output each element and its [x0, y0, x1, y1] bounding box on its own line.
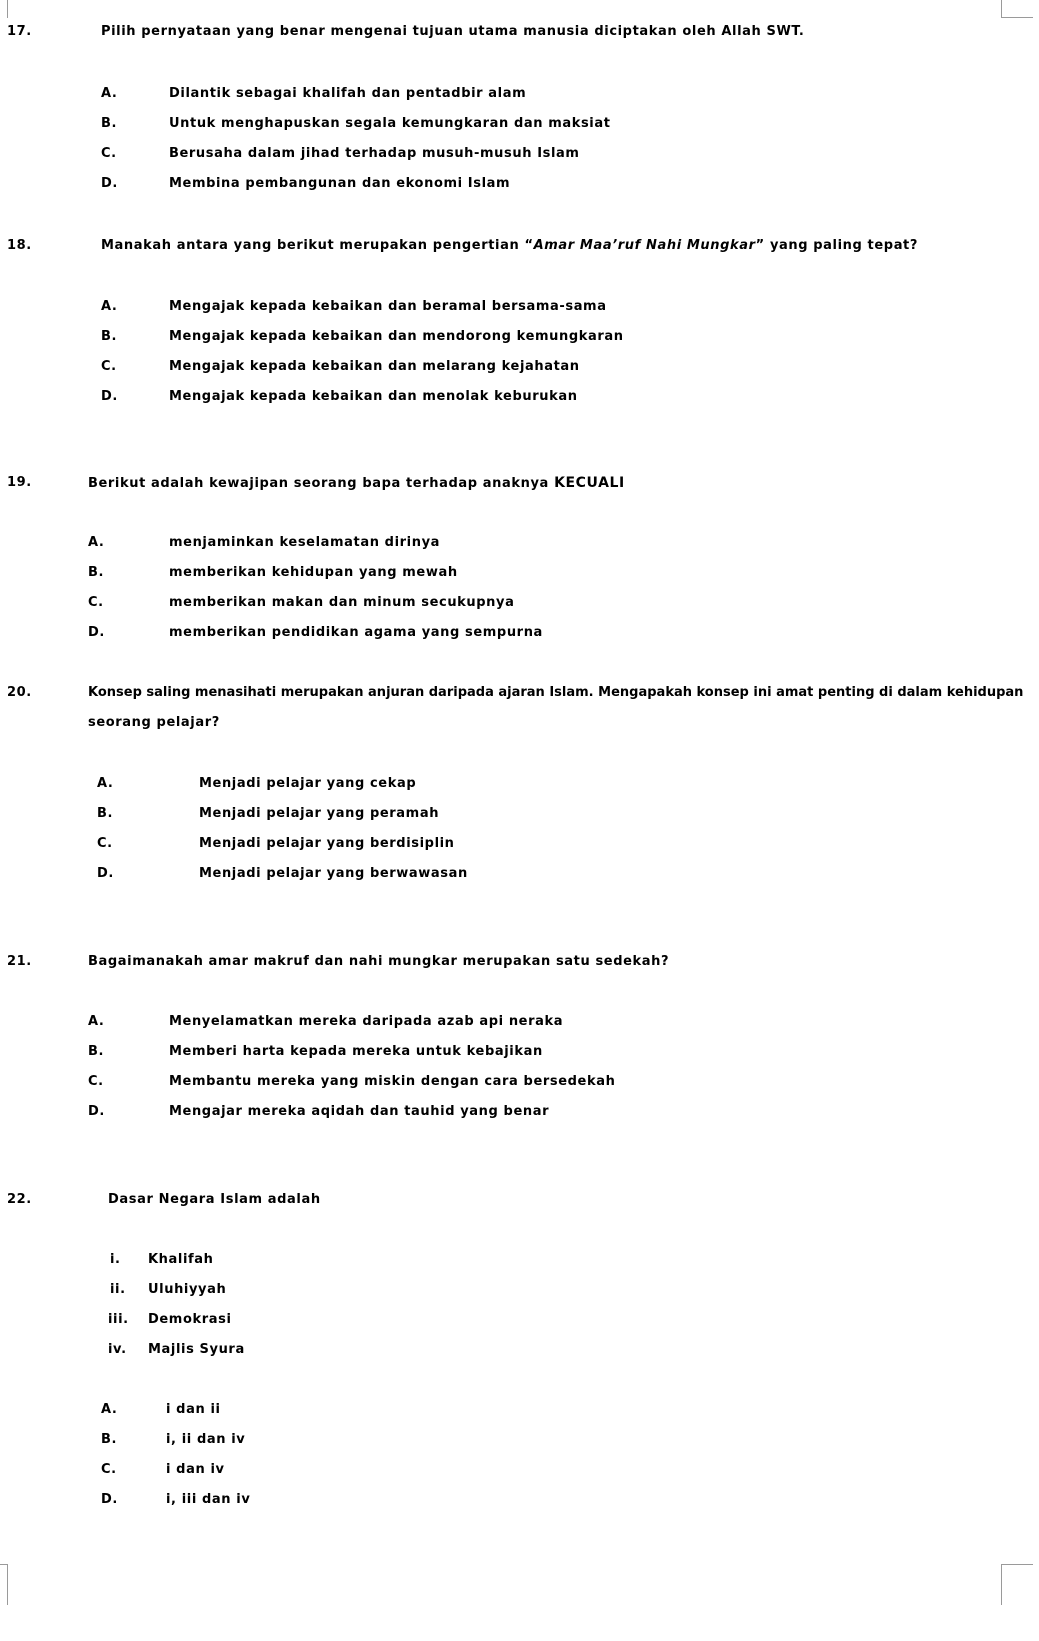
option-letter: C.: [101, 359, 117, 374]
option-text: Mengajak kepada kebaikan dan beramal bersama-sama: [169, 299, 607, 314]
option-letter: D.: [101, 176, 118, 191]
option-letter: D.: [97, 866, 114, 881]
question-text-line-1: Konsep saling menasihati merupakan anjuran daripada ajaran Islam. Mengapakah konsep ini amat penting di dalam kehidupan: [88, 685, 1024, 700]
option-letter: A.: [88, 535, 105, 550]
question-text: Pilih pernyataan yang benar mengenai tujuan utama manusia diciptakan oleh Allah SWT.: [101, 24, 805, 39]
question-number: 18.: [7, 238, 32, 253]
option-text: i dan iv: [166, 1462, 225, 1477]
option-letter: A.: [101, 299, 118, 314]
option-text: memberikan pendidikan agama yang sempurna: [169, 625, 543, 640]
option-letter: D.: [88, 1104, 105, 1119]
option-text: Mengajak kepada kebaikan dan menolak keburukan: [169, 389, 578, 404]
corner-mark-top-right: [1001, 0, 1033, 18]
option-text: i, ii dan iv: [166, 1432, 246, 1447]
option-letter: C.: [101, 1462, 117, 1477]
option-letter: A.: [88, 1014, 105, 1029]
option-text: Menjadi pelajar yang berwawasan: [199, 866, 468, 881]
option-letter: D.: [101, 389, 118, 404]
question-number: 17.: [7, 24, 32, 39]
statement-numeral: i.: [110, 1252, 121, 1267]
option-letter: B.: [101, 1432, 118, 1447]
question-text: [101, 238, 918, 253]
question-text: [88, 475, 625, 491]
question-number: 19.: [7, 475, 32, 490]
option-text: Menjadi pelajar yang peramah: [199, 806, 440, 821]
option-letter: B.: [88, 565, 105, 580]
option-letter: A.: [97, 776, 114, 791]
option-text: Untuk menghapuskan segala kemungkaran dan maksiat: [169, 116, 611, 131]
option-text: i dan ii: [166, 1402, 221, 1417]
option-text: Memberi harta kepada mereka untuk kebajikan: [169, 1044, 543, 1059]
corner-mark-top-left: [0, 0, 8, 18]
option-text: Menjadi pelajar yang cekap: [199, 776, 417, 791]
question-text-emphasis: Amar Maa’ruf Nahi Mungkar: [533, 238, 756, 253]
statement-numeral: ii.: [110, 1282, 126, 1297]
option-letter: B.: [97, 806, 114, 821]
option-letter: B.: [101, 329, 118, 344]
option-letter: C.: [97, 836, 113, 851]
option-letter: C.: [88, 595, 104, 610]
option-letter: A.: [101, 86, 118, 101]
option-letter: D.: [101, 1492, 118, 1507]
question-text-start: Manakah antara yang berikut merupakan pengertian “: [101, 238, 534, 253]
option-text: Dilantik sebagai khalifah dan pentadbir alam: [169, 86, 527, 101]
question-text-line-2: seorang pelajar?: [88, 715, 220, 730]
option-text: i, iii dan iv: [166, 1492, 251, 1507]
option-text: Mengajar mereka aqidah dan tauhid yang benar: [169, 1104, 550, 1119]
option-letter: C.: [88, 1074, 104, 1089]
statement-text: Khalifah: [148, 1252, 214, 1267]
statement-text: Uluhiyyah: [148, 1282, 227, 1297]
statement-numeral: iv.: [108, 1342, 127, 1357]
option-text: menjaminkan keselamatan dirinya: [169, 535, 441, 550]
option-text: Membina pembangunan dan ekonomi Islam: [169, 176, 511, 191]
option-text: Membantu mereka yang miskin dengan cara bersedekah: [169, 1074, 616, 1089]
option-text: Menyelamatkan mereka daripada azab api neraka: [169, 1014, 564, 1029]
question-number: 20.: [7, 685, 32, 700]
option-text: Menjadi pelajar yang berdisiplin: [199, 836, 455, 851]
question-text-end: ” yang paling tepat?: [755, 238, 919, 253]
option-letter: B.: [101, 116, 118, 131]
question-text-start: Berikut adalah kewajipan seorang bapa terhadap anaknya: [88, 476, 555, 491]
option-text: Berusaha dalam jihad terhadap musuh-musuh Islam: [169, 146, 580, 161]
option-letter: D.: [88, 625, 105, 640]
option-text: Mengajak kepada kebaikan dan melarang kejahatan: [169, 359, 580, 374]
corner-mark-bottom-right: [1001, 1564, 1033, 1605]
question-text-emphasis: KECUALI: [554, 475, 625, 491]
question-number: 21.: [7, 954, 32, 969]
option-text: memberikan makan dan minum secukupnya: [169, 595, 515, 610]
option-letter: C.: [101, 146, 117, 161]
option-text: memberikan kehidupan yang mewah: [169, 565, 458, 580]
question-number: 22.: [7, 1192, 32, 1207]
option-text: Mengajak kepada kebaikan dan mendorong kemungkaran: [169, 329, 624, 344]
statement-text: Majlis Syura: [148, 1342, 245, 1357]
corner-mark-bottom-left: [0, 1564, 8, 1605]
option-letter: A.: [101, 1402, 118, 1417]
statement-numeral: iii.: [108, 1312, 129, 1327]
statement-text: Demokrasi: [148, 1312, 232, 1327]
question-text: Dasar Negara Islam adalah: [108, 1192, 321, 1207]
question-text: Bagaimanakah amar makruf dan nahi mungkar merupakan satu sedekah?: [88, 954, 670, 969]
option-letter: B.: [88, 1044, 105, 1059]
